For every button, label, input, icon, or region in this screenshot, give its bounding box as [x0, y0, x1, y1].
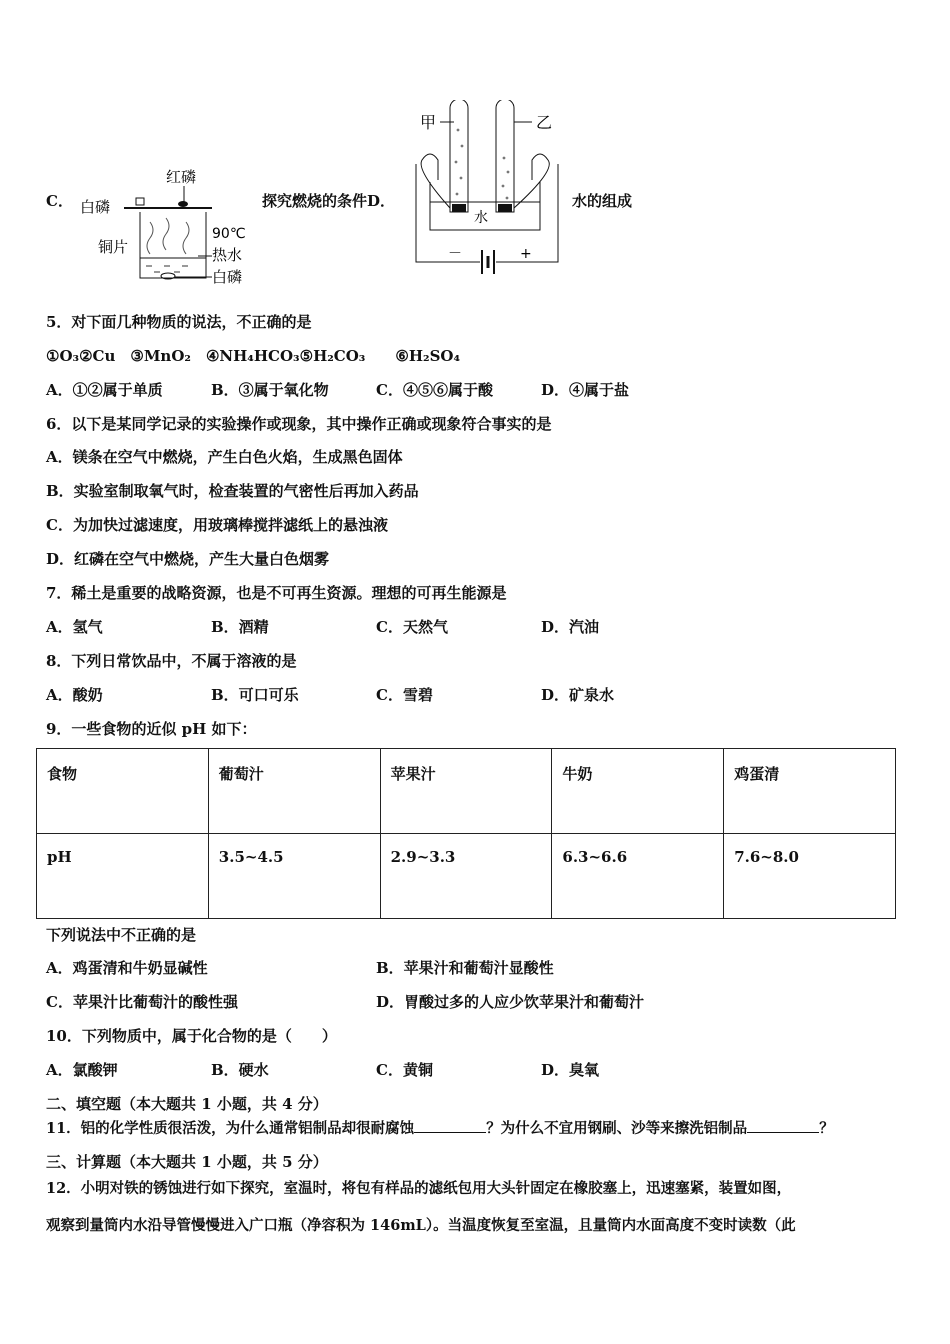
q8-stem: 8．下列日常饮品中，不属于溶液的是	[46, 652, 297, 670]
q9-option-c: C．苹果汁比葡萄汁的酸性强	[46, 993, 238, 1011]
q6-stem: 6．以下是某同学记录的实验操作或现象，其中操作正确或现象符合事实的是	[46, 415, 552, 433]
q7-option-a: A．氢气	[46, 618, 103, 636]
label-white-phosphorus-top: 白磷	[80, 198, 111, 216]
table-cell: 鸡蛋清	[724, 749, 896, 834]
label-plus: +	[520, 246, 532, 262]
figure-c-caption: 探究燃烧的条件	[262, 192, 368, 210]
q5-option-a: A．①②属于单质	[46, 381, 163, 399]
q5-substances: ①O₃②Cu ③MnO₂ ④NH₄HCO₃⑤H₂CO₃ ⑥H₂SO₄	[46, 347, 461, 365]
q11-part2: ？为什么不宜用钢刷、沙等来擦洗铝制品	[486, 1120, 748, 1137]
q5-option-b: B．③属于氧化物	[211, 381, 329, 399]
label-red-phosphorus: 红磷	[166, 168, 197, 186]
label-hot-water: 热水	[212, 246, 243, 264]
q10-option-d: D．臭氧	[541, 1061, 600, 1079]
q11-part3: ？	[819, 1120, 834, 1137]
q8-option-d: D．矿泉水	[541, 686, 615, 704]
table-row	[37, 834, 896, 919]
q10-option-c: C．黄铜	[376, 1061, 433, 1079]
figure-c-label: C．	[46, 192, 73, 210]
q11-blank-2[interactable]	[747, 1118, 819, 1133]
table-cell: 3.5~4.5	[208, 834, 380, 919]
q8-option-b: B．可口可乐	[211, 686, 299, 704]
q11-part1: 11．铝的化学性质很活泼，为什么通常铝制品却很耐腐蚀	[46, 1120, 415, 1137]
q9-option-b: B．苹果汁和葡萄汁显酸性	[376, 959, 554, 977]
label-yi: 乙	[536, 113, 553, 132]
q5-option-c: C．④⑤⑥属于酸	[376, 381, 493, 399]
q8-option-c: C．雪碧	[376, 686, 433, 704]
electrolysis-apparatus-figure	[408, 100, 568, 292]
label-white-phosphorus-bottom: 白磷	[212, 268, 243, 286]
q7-stem: 7．稀土是重要的战略资源，也是不可再生资源。理想的可再生能源是	[46, 584, 507, 602]
q12-line-1: 12．小明对铁的锈蚀进行如下探究，室温时，将包有样品的滤纸包用大头针固定在橡胶塞上，迅速塞紧，装置如图，	[46, 1180, 792, 1197]
q6-option-c: C．为加快过滤速度，用玻璃棒搅拌滤纸上的悬浊液	[46, 516, 388, 534]
q10-stem: 10．下列物质中，属于化合物的是（ ）	[46, 1027, 337, 1045]
q9-stem: 9．一些食物的近似 pH 如下：	[46, 720, 257, 738]
figure-d-label: D．	[367, 192, 396, 210]
q7-option-d: D．汽油	[541, 618, 600, 636]
q10-option-a: A．氯酸钾	[46, 1061, 118, 1079]
label-copper-sheet: 铜片	[98, 238, 129, 256]
table-header-row	[37, 749, 896, 834]
q7-option-b: B．酒精	[211, 618, 269, 636]
table-cell: 葡萄汁	[208, 749, 380, 834]
q7-option-c: C．天然气	[376, 618, 448, 636]
q6-option-b: B．实验室制取氧气时，检查装置的气密性后再加入药品	[46, 482, 419, 500]
table-cell: 7.6~8.0	[724, 834, 896, 919]
label-jia: 甲	[420, 113, 437, 132]
table-cell: 食物	[37, 749, 209, 834]
table-cell: 6.3~6.6	[552, 834, 724, 919]
q11-blank-1[interactable]	[414, 1118, 486, 1133]
q9-option-d: D．胃酸过多的人应少饮苹果汁和葡萄汁	[376, 993, 645, 1011]
q9-option-a: A．鸡蛋清和牛奶显碱性	[46, 959, 208, 977]
q5-option-d: D．④属于盐	[541, 381, 630, 399]
q10-option-b: B．硬水	[211, 1061, 269, 1079]
ph-table	[36, 748, 896, 919]
q6-option-a: A．镁条在空气中燃烧，产生白色火焰，生成黑色固体	[46, 448, 403, 466]
section-2-title: 二、填空题（本大题共 1 小题，共 4 分）	[46, 1095, 328, 1113]
table-cell: pH	[37, 834, 209, 919]
q11-text	[46, 1117, 834, 1138]
q5-stem: 5．对下面几种物质的说法，不正确的是	[46, 313, 312, 331]
label-minus: －	[448, 246, 462, 262]
section-3-title: 三、计算题（本大题共 1 小题，共 5 分）	[46, 1153, 328, 1171]
table-cell: 牛奶	[552, 749, 724, 834]
label-temperature: 90℃	[212, 226, 246, 242]
q8-option-a: A．酸奶	[46, 686, 103, 704]
table-cell: 2.9~3.3	[380, 834, 552, 919]
q6-option-d: D．红磷在空气中燃烧，产生大量白色烟雾	[46, 550, 330, 568]
combustion-apparatus-figure	[74, 160, 264, 290]
table-cell: 苹果汁	[380, 749, 552, 834]
figure-d-caption: 水的组成	[572, 192, 633, 210]
q12-line-2: 观察到量筒内水沿导管慢慢进入广口瓶（净容积为 146mL）。当温度恢复至室温，且量筒内水面高度不变时读数（此	[46, 1217, 796, 1234]
q9-question: 下列说法中不正确的是	[46, 926, 197, 944]
label-water: 水	[474, 210, 488, 226]
